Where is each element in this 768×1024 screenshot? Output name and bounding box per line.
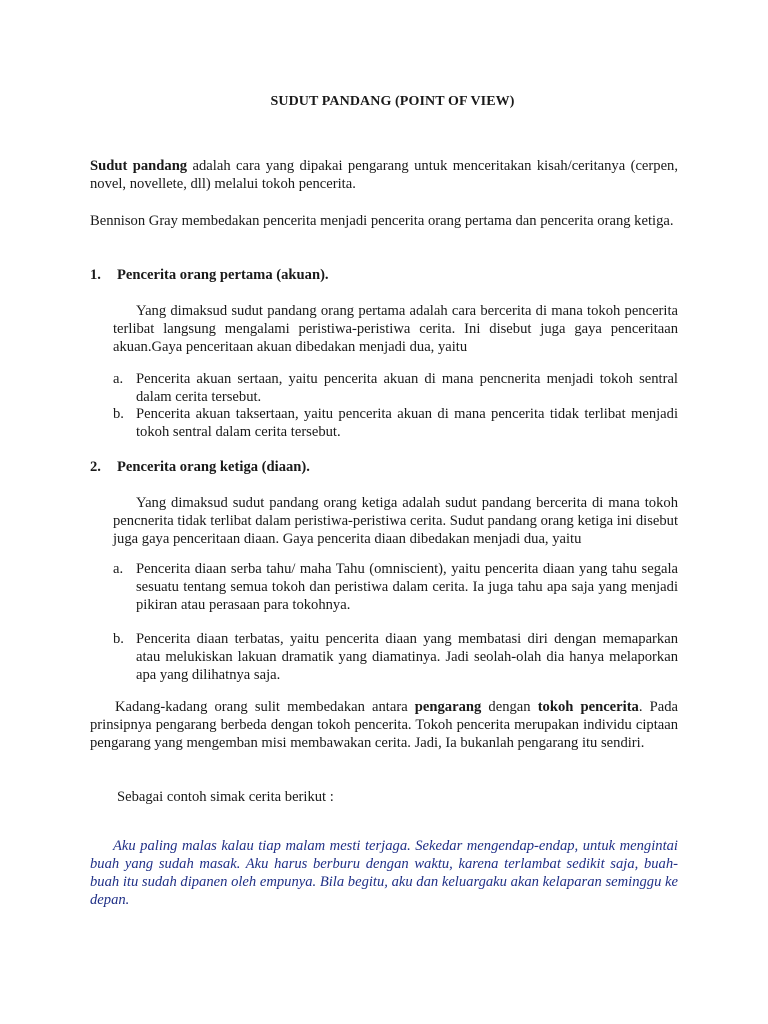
list-item-text: Pencerita akuan sertaan, yaitu pencerita akuan di mana pencnerita menjadi tokoh sentral dalam cerita tersebut. bbox=[136, 371, 678, 405]
list-marker: b. bbox=[113, 631, 124, 647]
intro-term: Sudut pandang bbox=[90, 158, 188, 174]
section1-body: Yang dimaksud sudut pandang orang pertama adalah cara bercerita di mana tokoh pencerita terlibat langsung mengalami peristiwa-peristiwa cerita. Ini disebut juga gaya penceritaan akuan.Gaya penceritaan akuan dibedakan menjadi dua, yaitu bbox=[113, 303, 678, 355]
section1-item-a bbox=[113, 370, 678, 406]
list-item-text: Pencerita diaan terbatas, yaitu pencerita diaan yang membatasi diri dengan memaparkan atau melukiskan lakuan dramatik yang diamatinya. Jadi seolah-olah dia hanya melaporkan apa yang dilihatnya saja. bbox=[136, 631, 678, 683]
text-run: . Pada prinsipnya pengarang berbeda dengan tokoh pencerita. Tokoh pencerita merupakan individu ciptaan pengarang yang mengemban misi membawakan cerita. Jadi, Ia bukanlah pengarang itu sendiri. bbox=[90, 699, 678, 751]
text-run: dengan bbox=[481, 699, 538, 715]
section2-body: Yang dimaksud sudut pandang orang ketiga adalah sudut pandang bercerita di mana tokoh pencnerita tidak terlibat dalam peristiwa-peristiwa cerita. Sudut pandang orang ketiga ini disebut juga gaya penceritaan diaan. Gaya pencerita diaan dibedakan menjadi dua, yaitu bbox=[113, 495, 678, 547]
section1-number: 1. bbox=[90, 267, 101, 283]
section1-item-b bbox=[113, 405, 678, 441]
list-marker: a. bbox=[113, 561, 124, 577]
list-item-text: Pencerita diaan serba tahu/ maha Tahu (omniscient), yaitu pencerita diaan yang tahu segala sesuatu tentang semua tokoh dan peristiwa dalam cerita. Ia juga tahu apa saja yang menjadi pikiran atau perasaan para tokohnya. bbox=[136, 561, 678, 613]
section2-item-a bbox=[113, 560, 678, 614]
section1-heading bbox=[90, 266, 329, 284]
section1-heading-text: Pencerita orang pertama (akuan). bbox=[117, 267, 329, 283]
term-tokoh-pencerita: tokoh pencerita bbox=[537, 699, 639, 715]
term-pengarang: pengarang bbox=[414, 699, 482, 715]
author-vs-narrator-paragraph bbox=[90, 698, 678, 752]
section2-heading-text: Pencerita orang ketiga (diaan). bbox=[117, 459, 310, 475]
example-intro: Sebagai contoh simak cerita berikut : bbox=[117, 789, 334, 805]
intro-definition: adalah cara yang dipakai pengarang untuk menceritakan kisah/ceritanya (cerpen, novel, novellete, dll) melalui tokoh pencerita. bbox=[90, 158, 678, 192]
list-marker: b. bbox=[113, 406, 124, 422]
list-item-text: Pencerita akuan taksertaan, yaitu pencerita akuan di mana pencerita tidak terlibat menjadi tokoh sentral dalam cerita tersebut. bbox=[136, 406, 678, 440]
list-marker: a. bbox=[113, 371, 124, 387]
section2-item-b bbox=[113, 630, 678, 684]
document-title: SUDUT PANDANG (POINT OF VIEW) bbox=[270, 94, 515, 109]
section2-heading bbox=[90, 458, 310, 476]
example-story-quote: Aku paling malas kalau tiap malam mesti terjaga. Sekedar mengendap-endap, untuk mengintai buah yang sudah masak. Aku harus berburu dengan waktu, karena terlambat sedikit saja, buah-buah itu sudah dipanen oleh empunya. Bila begitu, aku dan keluargaku akan kelaparan seminggu ke depan. bbox=[90, 837, 678, 908]
text-run: Kadang-kadang orang sulit membedakan antara bbox=[115, 699, 415, 715]
intro-paragraph bbox=[90, 157, 678, 193]
section2-number: 2. bbox=[90, 459, 101, 475]
bennison-gray-paragraph: Bennison Gray membedakan pencerita menjadi pencerita orang pertama dan pencerita orang ketiga. bbox=[90, 213, 674, 229]
